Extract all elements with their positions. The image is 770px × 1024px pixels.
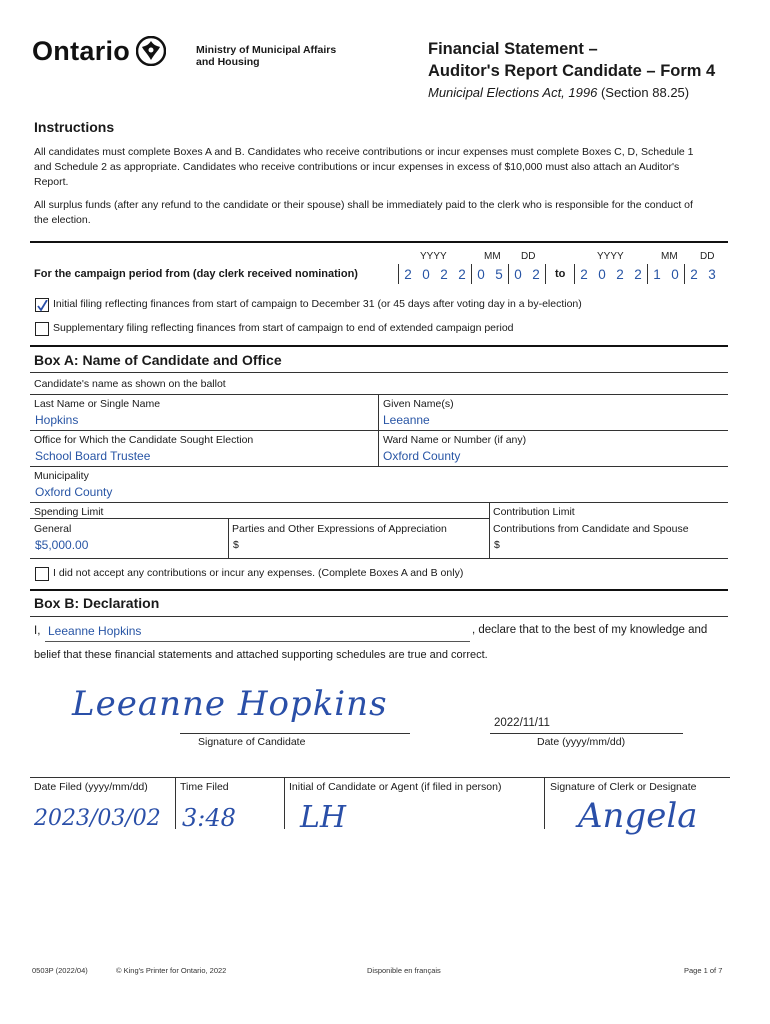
declarant-underline xyxy=(45,641,470,642)
from-digit: 2 xyxy=(532,266,540,282)
instructions-paragraph-1: All candidates must complete Boxes A and B. Candidates who receive contributions or incur expenses must complete Boxes C, D, Schedule 1 and Schedule 2 as appropriate. Candidates who receive contributions or incur expenses in excess of $10,000 must also attach an Auditor's Report. xyxy=(34,146,694,188)
initial-value[interactable]: LH xyxy=(300,800,347,835)
signature-label: Signature of Candidate xyxy=(198,736,306,748)
ballot-name-label: Candidate's name as shown on the ballot xyxy=(34,378,226,390)
date-filed-value[interactable]: 2023/03/02 xyxy=(34,806,161,831)
no-contributions-label: I did not accept any contributions or incur any expenses. (Complete Boxes A and B only) xyxy=(53,567,464,579)
from-digit: 0 xyxy=(514,266,522,282)
from-digit: 2 xyxy=(404,266,412,282)
declaration-i-label: I, xyxy=(34,625,41,637)
contrib-candidate-spouse-label: Contributions from Candidate and Spouse xyxy=(493,523,689,535)
to-digit: 3 xyxy=(708,266,716,282)
from-day-header: DD xyxy=(521,251,536,262)
column-divider xyxy=(175,777,176,829)
divider xyxy=(30,616,728,617)
divider xyxy=(30,466,728,467)
form-title-line-2: Auditor's Report Candidate – Form 4 xyxy=(428,62,716,80)
last-name-label: Last Name or Single Name xyxy=(34,398,161,410)
date-label: Date (yyyy/mm/dd) xyxy=(537,736,626,748)
ministry-name xyxy=(196,44,336,68)
declaration-text: , declare that to the best of my knowledge and xyxy=(472,624,708,636)
candidate-signature: Leeanne Hopkins xyxy=(72,684,388,724)
divider xyxy=(30,394,728,395)
from-date-field[interactable] xyxy=(398,264,546,284)
divider xyxy=(30,589,728,591)
initial-filing-checkbox[interactable] xyxy=(35,298,49,312)
to-digit: 2 xyxy=(580,266,588,282)
ontario-logo-text: Ontario xyxy=(32,36,131,66)
divider xyxy=(30,518,490,519)
to-digit: 0 xyxy=(598,266,606,282)
date-line xyxy=(490,733,683,734)
from-digit: 5 xyxy=(495,266,503,282)
column-divider xyxy=(228,518,229,558)
instructions-heading: Instructions xyxy=(34,119,115,135)
divider xyxy=(30,558,728,559)
trillium-icon xyxy=(136,36,166,66)
french-availability: Disponible en français xyxy=(367,966,441,975)
column-divider xyxy=(544,777,545,829)
checkmark-icon xyxy=(36,300,48,312)
column-divider xyxy=(489,502,490,558)
last-name-value[interactable]: Hopkins xyxy=(35,413,79,427)
to-digit: 2 xyxy=(634,266,642,282)
divider xyxy=(30,430,728,431)
instructions-paragraph-2: All surplus funds (after any refund to the candidate or their spouse) shall be immediately paid to the clerk who is responsible for the conduct of the election. xyxy=(34,199,693,226)
municipality-value[interactable]: Oxford County xyxy=(35,485,113,499)
initial-filing-label: Initial filing reflecting finances from start of campaign to December 31 (or 45 days after voting day in a by-election) xyxy=(53,298,582,310)
to-month-header: MM xyxy=(661,251,678,262)
divider xyxy=(30,502,728,503)
contrib-candidate-spouse-value[interactable]: $ xyxy=(494,539,500,551)
from-month-header: MM xyxy=(484,251,501,262)
no-contributions-checkbox[interactable] xyxy=(35,567,49,581)
office-value[interactable]: School Board Trustee xyxy=(35,449,151,463)
act-section: (Section 88.25) xyxy=(597,85,690,100)
initial-label: Initial of Candidate or Agent (if filed in person) xyxy=(289,781,502,793)
ministry-line-2: and Housing xyxy=(196,56,260,68)
declarant-name[interactable]: Leeanne Hopkins xyxy=(48,624,142,638)
to-label: to xyxy=(555,268,566,280)
date-filed-label: Date Filed (yyyy/mm/dd) xyxy=(34,781,148,793)
municipality-label: Municipality xyxy=(34,470,89,482)
belief-text: belief that these financial statements and attached supporting schedules are true and correct. xyxy=(34,649,488,661)
divider xyxy=(30,345,728,347)
to-digit: 0 xyxy=(671,266,679,282)
clerk-signature-value: Angela xyxy=(578,796,698,836)
ward-value[interactable]: Oxford County xyxy=(383,449,461,463)
given-names-value[interactable]: Leeanne xyxy=(383,413,430,427)
column-divider xyxy=(284,777,285,829)
divider xyxy=(30,372,728,373)
clerk-signature-label: Signature of Clerk or Designate xyxy=(550,781,697,793)
declaration-date[interactable]: 2022/11/11 xyxy=(494,717,550,729)
from-digit: 2 xyxy=(440,266,448,282)
box-a-heading: Box A: Name of Candidate and Office xyxy=(34,352,282,368)
from-digit: 0 xyxy=(477,266,485,282)
from-digit: 2 xyxy=(458,266,466,282)
campaign-period-label: For the campaign period from (day clerk received nomination) xyxy=(34,268,358,280)
copyright: © King's Printer for Ontario, 2022 xyxy=(116,966,227,975)
box-b-heading: Box B: Declaration xyxy=(34,595,160,611)
to-year-header: YYYY xyxy=(597,251,624,262)
to-digit: 1 xyxy=(653,266,661,282)
signature-line xyxy=(180,733,410,734)
to-date-field[interactable] xyxy=(574,264,721,284)
form-title-line-1: Financial Statement – xyxy=(428,40,598,58)
spending-limit-label: Spending Limit xyxy=(34,506,104,518)
act-name: Municipal Elections Act, 1996 xyxy=(428,85,598,100)
to-digit: 2 xyxy=(616,266,624,282)
time-filed-value[interactable]: 3:48 xyxy=(182,804,236,832)
from-year-header: YYYY xyxy=(420,251,447,262)
supplementary-filing-label: Supplementary filing reflecting finances from start of campaign to end of extended campaign period xyxy=(53,322,514,334)
ministry-line-1: Ministry of Municipal Affairs xyxy=(196,44,337,56)
supplementary-filing-checkbox[interactable] xyxy=(35,322,49,336)
general-value[interactable]: $5,000.00 xyxy=(35,538,89,552)
to-digit: 2 xyxy=(690,266,698,282)
to-day-header: DD xyxy=(700,251,715,262)
time-filed-label: Time Filed xyxy=(180,781,229,793)
act-reference xyxy=(428,85,689,100)
form-code: 0503P (2022/04) xyxy=(32,966,88,975)
office-label: Office for Which the Candidate Sought Election xyxy=(34,434,254,446)
contribution-limit-label: Contribution Limit xyxy=(493,506,575,518)
ward-label: Ward Name or Number (if any) xyxy=(383,434,527,446)
from-digit: 0 xyxy=(422,266,430,282)
general-label: General xyxy=(34,523,72,535)
parties-label: Parties and Other Expressions of Appreciation xyxy=(232,523,447,535)
page-number: Page 1 of 7 xyxy=(684,966,723,975)
parties-value[interactable]: $ xyxy=(233,539,239,551)
divider xyxy=(30,241,728,243)
given-names-label: Given Name(s) xyxy=(383,398,454,410)
